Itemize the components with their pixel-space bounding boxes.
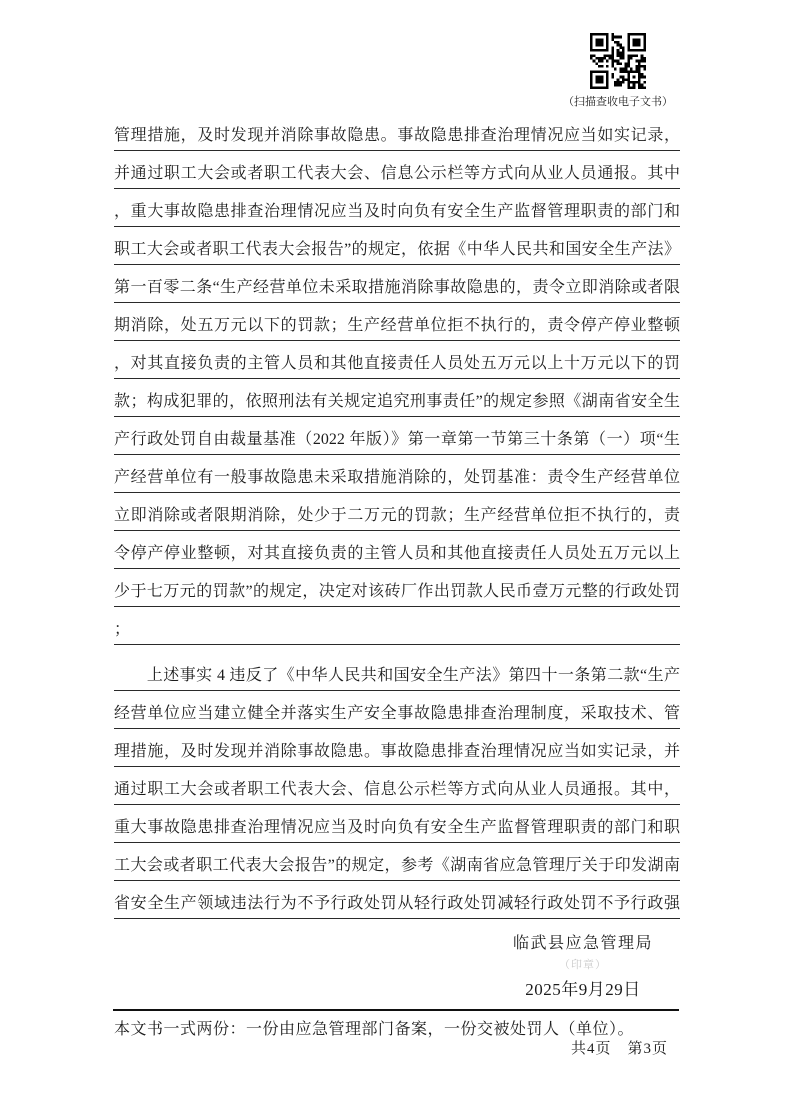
body-line: 职工大会或者职工代表大会报告”的规定，依据《中华人民共和国安全生产法》 (114, 227, 680, 265)
body-line: 经营单位应当建立健全并落实生产安全事故隐患排查治理制度，采取技术、管 (114, 691, 680, 729)
body-line: 期消除，处五万元以下的罚款；生产经营单位拒不执行的，责令停产停业整顿 (114, 303, 680, 341)
body-line: 工大会或者职工代表大会报告”的规定，参考《湖南省应急管理厅关于印发湖南 (114, 843, 680, 881)
paragraph-1 (114, 113, 680, 645)
body-line: 令停产停业整顿，对其直接负责的主管人员和其他直接责任人员处五万元以上 (114, 531, 680, 569)
qr-block (558, 33, 678, 109)
body-line: 通过职工大会或者职工代表大会、信息公示栏等方式向从业人员通报。其中， (114, 767, 680, 805)
body-line: 产行政处罚自由裁量基准（2022 年版）》第一章第一节第三十条第（一）项“生 (114, 417, 680, 455)
body-line: 并通过职工大会或者职工代表大会、信息公示栏等方式向从业人员通报。其中 (114, 151, 680, 189)
paragraph-2 (114, 653, 680, 919)
body-line: 少于七万元的罚款”的规定，决定对该砖厂作出罚款人民币壹万元整的行政处罚 (114, 569, 680, 607)
body-line: ； (114, 607, 680, 645)
issue-date: 2025年9月29日 (525, 980, 641, 999)
body-line: 款；构成犯罪的，依照刑法有关规定追究刑事责任”的规定参照《湖南省安全生 (114, 379, 680, 417)
copies-note: 本文书一式两份：一份由应急管理部门备案，一份交被处罚人（单位）。 (114, 1021, 635, 1038)
issuing-agency: 临武县应急管理局 (512, 935, 653, 952)
body-line: 第一百零二条“生产经营单位未采取措施消除事故隐患的，责令立即消除或者限 (114, 265, 680, 303)
body-line: 产经营单位有一般事故隐患未采取措施消除的，处罚基准：责令生产经营单位 (114, 455, 680, 493)
body-line: 重大事故隐患排查治理情况应当及时向负有安全生产监督管理职责的部门和职 (114, 805, 680, 843)
body-line: 理措施，及时发现并消除事故隐患。事故隐患排查治理情况应当如实记录，并 (114, 729, 680, 767)
body-line: 省安全生产领域违法行为不予行政处罚从轻行政处罚减轻行政处罚不予行政强 (114, 881, 680, 919)
body-line: 管理措施，及时发现并消除事故隐患。事故隐患排查治理情况应当如实记录， (114, 113, 680, 151)
qr-code (590, 33, 646, 89)
footer-divider (113, 1009, 679, 1011)
qr-caption: （扫描查收电子文书） (563, 96, 673, 108)
document-body (114, 113, 680, 919)
seal-placeholder: （印章） (559, 959, 607, 971)
signature-block (443, 930, 723, 1000)
body-line: 立即消除或者限期消除，处少于二万元的罚款；生产经营单位拒不执行的，责 (114, 493, 680, 531)
body-line: ，对其直接负责的主管人员和其他直接责任人员处五万元以上十万元以下的罚 (114, 341, 680, 379)
page-number: 共4页 第3页 (570, 1041, 668, 1057)
body-line: ，重大事故隐患排查治理情况应当及时向负有安全生产监督管理职责的部门和 (114, 189, 680, 227)
body-line: 上述事实 4 违反了《中华人民共和国安全生产法》第四十一条第二款“生产 (114, 653, 680, 691)
